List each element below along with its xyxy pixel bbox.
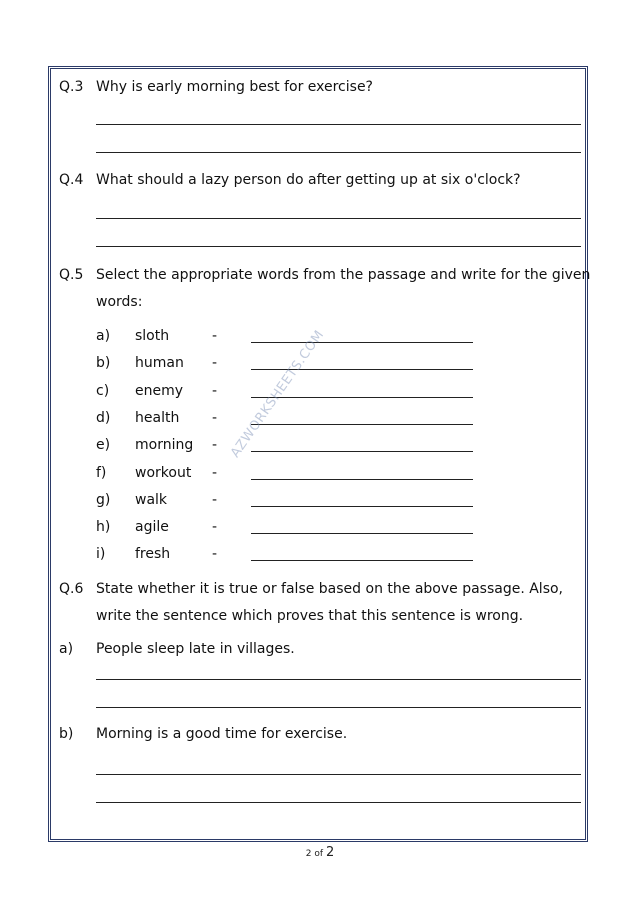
word-letter: a)	[96, 328, 111, 344]
page-of: of	[314, 849, 324, 859]
word-letter: i)	[96, 546, 106, 562]
word-dash: -	[212, 546, 218, 562]
question-number-6: Q.6	[59, 581, 84, 597]
word-dash: -	[212, 355, 218, 371]
word-answer-line[interactable]	[251, 424, 473, 425]
question-text-4: What should a lazy person do after getting up at six o'clock?	[96, 172, 521, 188]
word-answer-line[interactable]	[251, 533, 473, 534]
word-letter: f)	[96, 465, 107, 481]
page-number: 2	[305, 849, 312, 859]
word-letter: h)	[96, 519, 111, 535]
word-dash: -	[212, 465, 218, 481]
watermark: AZWORKSHEETS.COM	[228, 327, 328, 461]
answer-line-q3-2[interactable]	[96, 152, 581, 153]
word-answer-line[interactable]	[251, 560, 473, 561]
word-item: sloth	[135, 328, 170, 344]
statement-text-a: People sleep late in villages.	[96, 641, 295, 657]
word-letter: g)	[96, 492, 111, 508]
word-dash: -	[212, 492, 218, 508]
word-letter: e)	[96, 437, 111, 453]
word-item: enemy	[135, 383, 184, 399]
question-number-5: Q.5	[59, 267, 84, 283]
question-number-4: Q.4	[59, 172, 84, 188]
answer-line-q4-2[interactable]	[96, 246, 581, 247]
word-dash: -	[212, 519, 218, 535]
word-answer-line[interactable]	[251, 479, 473, 480]
page-total: 2	[325, 845, 335, 860]
answer-line-q3-1[interactable]	[96, 124, 581, 125]
answer-line-q4-1[interactable]	[96, 218, 581, 219]
word-dash: -	[212, 437, 218, 453]
answer-line-q6b-1[interactable]	[96, 774, 581, 775]
word-item: health	[135, 410, 180, 426]
statement-text-b: Morning is a good time for exercise.	[96, 726, 348, 742]
statement-letter-a: a)	[59, 641, 74, 657]
question-text-6-line1: State whether it is true or false based on the above passage. Also,	[96, 581, 564, 597]
word-letter: c)	[96, 383, 110, 399]
question-number-3: Q.3	[59, 79, 84, 95]
question-text-5-line2: words:	[96, 294, 143, 310]
question-text-5-line1: Select the appropriate words from the passage and write for the given	[96, 267, 591, 283]
question-text-3: Why is early morning best for exercise?	[96, 79, 373, 95]
answer-line-q6b-2[interactable]	[96, 802, 581, 803]
word-dash: -	[212, 383, 218, 399]
word-item: walk	[135, 492, 168, 508]
answer-line-q6a-1[interactable]	[96, 679, 581, 680]
word-answer-line[interactable]	[251, 451, 473, 452]
page-footer	[0, 845, 640, 860]
word-letter: b)	[96, 355, 111, 371]
word-dash: -	[212, 410, 218, 426]
word-answer-line[interactable]	[251, 342, 473, 343]
statement-letter-b: b)	[59, 726, 74, 742]
answer-line-q6a-2[interactable]	[96, 707, 581, 708]
word-dash: -	[212, 328, 218, 344]
word-item: fresh	[135, 546, 171, 562]
word-item: workout	[135, 465, 192, 481]
word-item: morning	[135, 437, 194, 453]
word-letter: d)	[96, 410, 111, 426]
word-answer-line[interactable]	[251, 506, 473, 507]
word-item: agile	[135, 519, 169, 535]
word-item: human	[135, 355, 184, 371]
question-text-6-line2: write the sentence which proves that this sentence is wrong.	[96, 608, 524, 624]
